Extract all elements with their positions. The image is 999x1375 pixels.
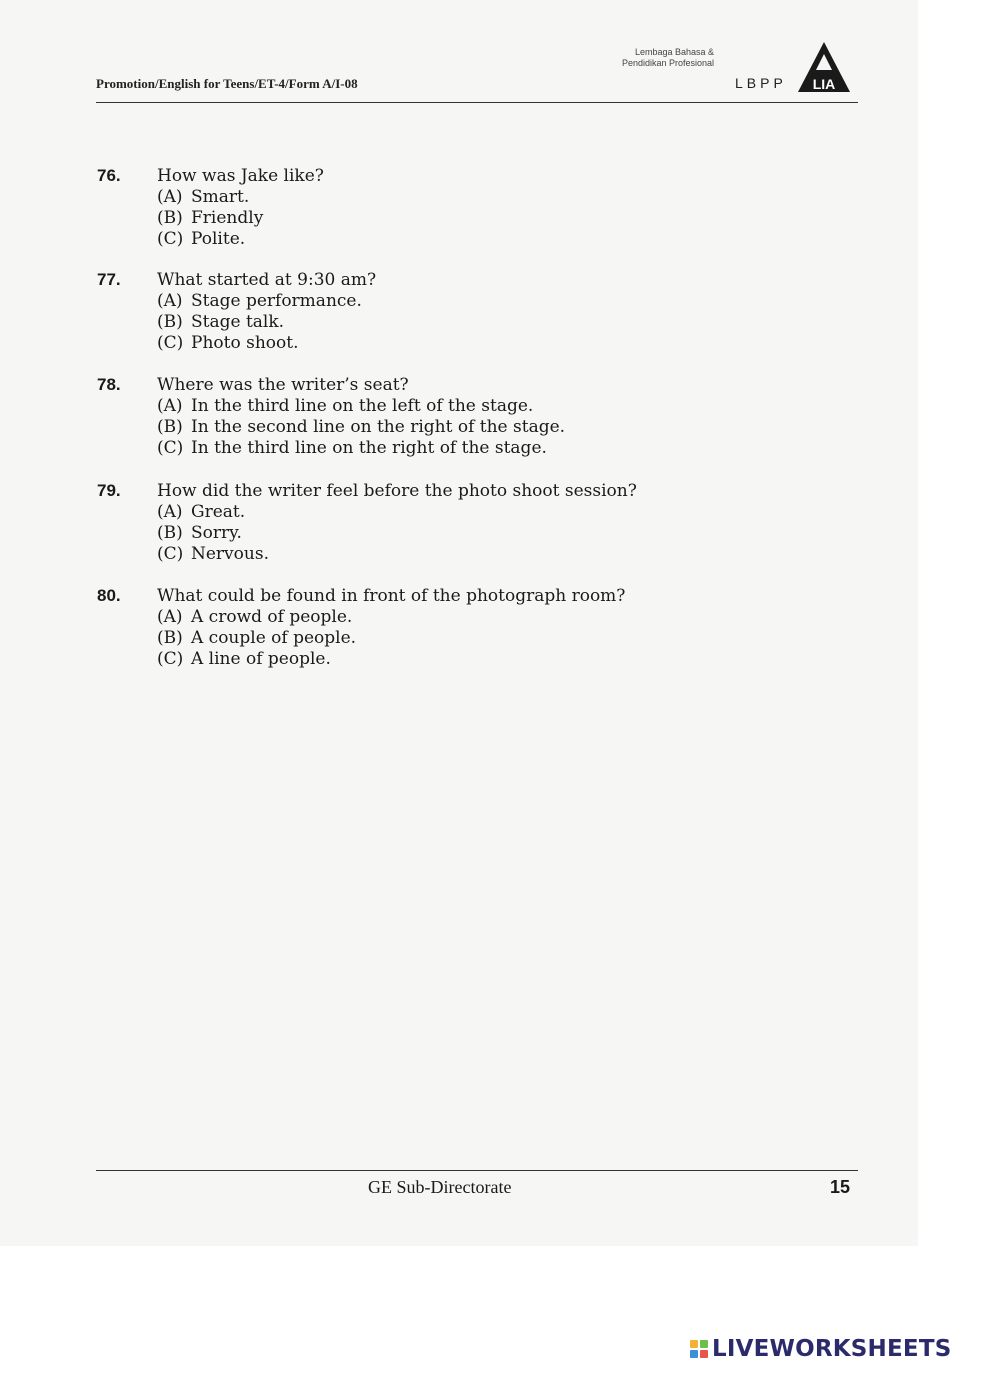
option-letter: (A) (157, 396, 183, 416)
option-a[interactable] (157, 502, 245, 522)
footer-divider (96, 1170, 858, 1171)
option-letter: (C) (157, 544, 184, 564)
liveworksheets-logo-icon (690, 1340, 708, 1358)
option-text: Stage performance. (191, 291, 362, 311)
option-text: Great. (191, 502, 246, 522)
option-letter: (B) (157, 417, 183, 437)
option-text: In the third line on the left of the stage. (191, 396, 534, 416)
logo-square-3 (690, 1350, 698, 1358)
option-text: A crowd of people. (191, 607, 353, 627)
option-letter: (C) (157, 438, 184, 458)
question-text: What could be found in front of the photograph room? (157, 586, 626, 606)
option-a[interactable] (157, 396, 533, 416)
logo-square-1 (690, 1340, 698, 1348)
option-b[interactable] (157, 628, 356, 648)
logo-square-4 (700, 1350, 708, 1358)
option-c[interactable] (157, 649, 331, 669)
option-letter: (B) (157, 523, 183, 543)
option-b[interactable] (157, 208, 263, 228)
option-letter: (C) (157, 229, 184, 249)
question-number: 79. (97, 481, 121, 500)
question-number: 80. (97, 586, 121, 605)
question-text: What started at 9:30 am? (157, 270, 377, 290)
option-a[interactable] (157, 187, 249, 207)
option-c[interactable] (157, 438, 547, 458)
option-letter: (B) (157, 628, 183, 648)
option-text: A line of people. (191, 649, 331, 669)
option-text: Sorry. (191, 523, 242, 543)
option-a[interactable] (157, 607, 352, 627)
question-text: How did the writer feel before the photo shoot session? (157, 481, 637, 501)
question-number: 77. (97, 270, 121, 289)
option-text: Nervous. (191, 544, 269, 564)
header-divider (96, 102, 858, 103)
option-a[interactable] (157, 291, 362, 311)
question-text: Where was the writer’s seat? (157, 375, 409, 395)
form-code: Promotion/English for Teens/ET-4/Form A/I-08 (96, 76, 358, 91)
option-text: In the second line on the right of the stage. (191, 417, 566, 437)
question-number: 76. (97, 166, 121, 185)
option-b[interactable] (157, 417, 565, 437)
option-text: A couple of people. (191, 628, 357, 648)
watermark-text: LIVEWORKSHEETS (712, 1336, 952, 1362)
option-b[interactable] (157, 312, 284, 332)
option-b[interactable] (157, 523, 242, 543)
option-text: Photo shoot. (191, 333, 299, 353)
option-letter: (C) (157, 649, 184, 669)
option-text: Smart. (191, 187, 250, 207)
logo-square-2 (700, 1340, 708, 1348)
logo-line-1: Lembaga Bahasa & (634, 47, 714, 57)
footer-department: GE Sub-Directorate (368, 1177, 512, 1197)
option-c[interactable] (157, 544, 269, 564)
logo-lia-text: LIA (812, 76, 836, 92)
logo-lbpp-text: LBPP (735, 75, 787, 91)
question-number: 78. (97, 375, 121, 394)
question-text: How was Jake like? (157, 166, 324, 186)
logo-subtitle (622, 47, 714, 69)
option-c[interactable] (157, 333, 298, 353)
lia-logo-icon (796, 40, 852, 94)
option-text: Friendly (191, 208, 264, 228)
option-text: Stage talk. (191, 312, 285, 332)
option-letter: (C) (157, 333, 184, 353)
liveworksheets-watermark[interactable] (690, 1336, 951, 1362)
option-letter: (A) (157, 502, 183, 522)
option-letter: (A) (157, 607, 183, 627)
option-text: Polite. (191, 229, 246, 249)
option-letter: (B) (157, 312, 183, 332)
logo-line-2: Pendidikan Profesional (621, 58, 714, 68)
page-number: 15 (830, 1177, 851, 1197)
option-letter: (B) (157, 208, 183, 228)
option-letter: (A) (157, 187, 183, 207)
option-letter: (A) (157, 291, 183, 311)
option-c[interactable] (157, 229, 245, 249)
option-text: In the third line on the right of the stage. (191, 438, 547, 458)
